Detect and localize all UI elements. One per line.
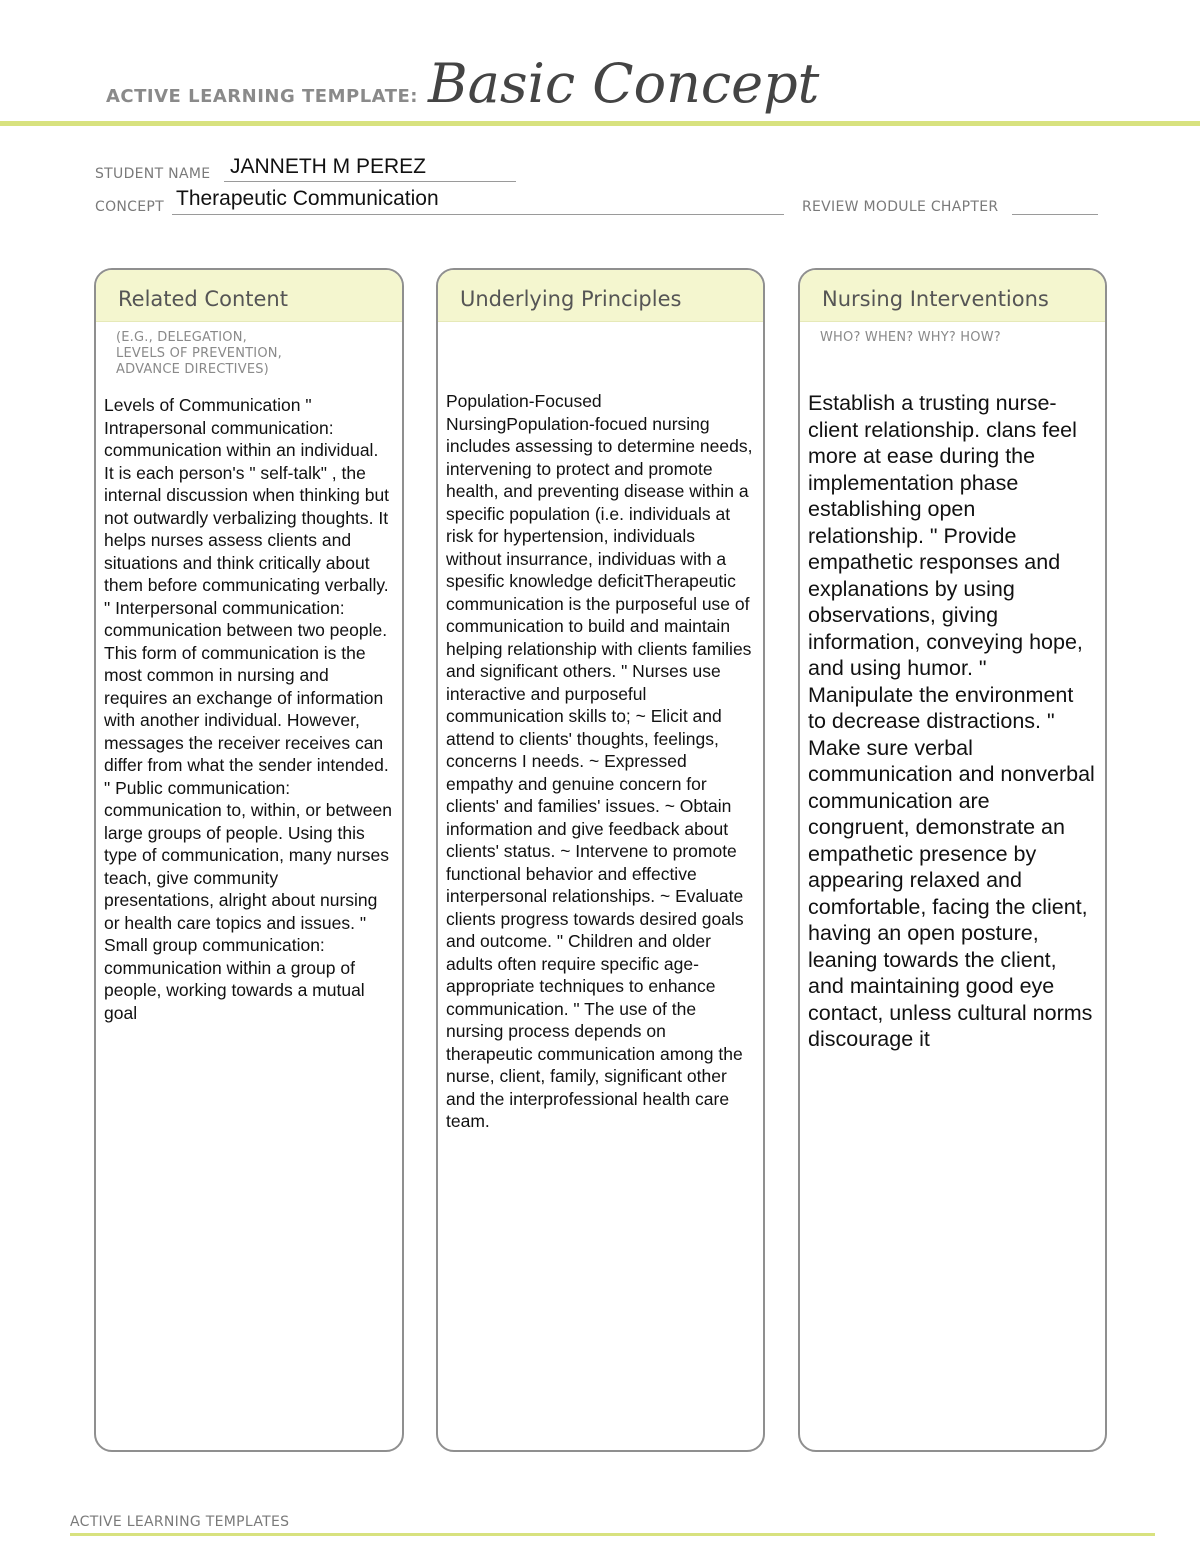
related-content-header [96,270,402,322]
underlying-principles-panel [436,268,765,1452]
footer-divider [70,1533,1155,1536]
review-module-line [1012,214,1098,215]
concept-label: CONCEPT [95,199,164,215]
student-name-field[interactable]: JANNETH M PEREZ [230,155,427,178]
template-label: ACTIVE LEARNING TEMPLATE: [106,86,418,107]
related-content-title: Related Content [118,287,288,311]
review-module-label: REVIEW MODULE CHAPTER [802,199,999,215]
nursing-interventions-title: Nursing Interventions [822,287,1049,311]
concept-field[interactable]: Therapeutic Communication [176,187,439,210]
underlying-principles-text[interactable]: Population-Focused NursingPopulation-focued nursing includes assessing to determine needs, intervening to protect and promote health, and preventing disease within a specific population (i.e. individuals at risk for hypertension, individuals without insurrance, individuas with a spesific knowledge deficitTherapeutic communication is the purposeful use of communication to build and maintain helping relationship with clients families and significant others. " Nurses use interactive and purposeful communication skills to; ~ Elicit and attend to clients' thoughts, feelings, concerns I needs. ~ Expressed empathy and genuine concern for clients' and families' issues. ~ Obtain information and give feedback about clients' status. ~ Intervene to promote functional behavior and effective interpersonal relationships. ~ Evaluate clients progress towards desired goals and outcome. " Children and older adults often require specific age-appropriate techniques to enhance communication. " The use of the nursing process depends on therapeutic communication among the nurse, client, family, significant other and the interprofessional health care team. [446,391,753,1131]
student-name-line [224,181,516,182]
header-divider [0,121,1200,126]
nursing-interventions-header [800,270,1105,322]
concept-line [172,214,784,215]
related-content-text[interactable]: Levels of Communication " Intrapersonal communication: communication within an individual. It is each person's " self-talk" , the internal discussion when thinking but not outwardly verbalizing thoughts. It helps nurses assess clients and situations and think critically about them before communicating verbally. " Interpersonal communication: communication between two people. This form of communication is the most common in nursing and requires an exchange of information with another individual. However, messages the receiver receives can differ from what the sender intended. " Public communication: communication to, within, or between large groups of people. Using this type of communication, many nurses teach, give community presentations, alright about nursing or health care topics and issues. " Small group communication: communication within a group of people, working towards a mutual goal [104,395,392,1023]
nursing-interventions-subtitle: WHO? WHEN? WHY? HOW? [820,330,1001,345]
template-header [106,52,819,122]
underlying-principles-header [438,270,763,322]
student-name-label: STUDENT NAME [95,166,211,182]
footer-label: ACTIVE LEARNING TEMPLATES [70,1514,290,1530]
related-content-subtitle: (E.G., DELEGATION, LEVELS OF PREVENTION, ADVANCE DIRECTIVES) [116,330,283,377]
nursing-interventions-text[interactable]: Establish a trusting nurse-client relationship. clans feel more at ease during the implementation phase establishing open relationship. " Provide empathetic responses and explanations by using observations, giving information, conveying hope, and using humor. " Manipulate the environment to decrease distractions. " Make sure verbal communication and nonverbal communication are congruent, demonstrate an empathetic presence by appearing relaxed and comfortable, facing the client, having an open posture, leaning towards the client, and maintaining good eye contact, unless cultural norms discourage it [808,391,1095,1051]
related-content-panel [94,268,404,1452]
nursing-interventions-panel [798,268,1107,1452]
underlying-principles-title: Underlying Principles [460,287,682,311]
template-title: Basic Concept [428,52,820,115]
